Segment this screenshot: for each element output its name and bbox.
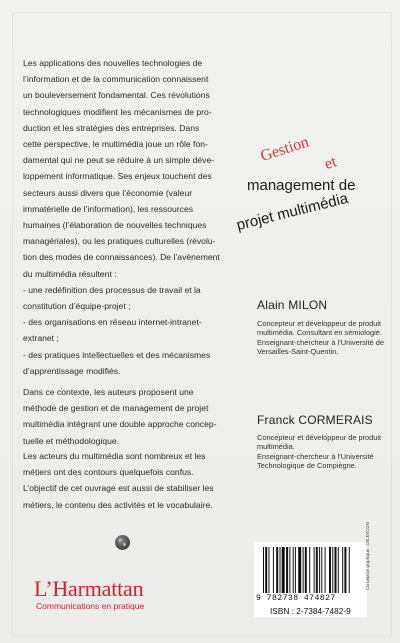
barcode-bar xyxy=(293,547,294,593)
barcode-bar xyxy=(321,547,322,593)
barcode-bar xyxy=(298,547,301,593)
barcode-bar xyxy=(329,547,331,593)
barcode xyxy=(254,542,367,617)
blurb-paragraph-1: Les applications des nouvelles technologies de l’information et de la communication connaissent un bouleversement fondamental. Ces révolutions technologiques modifient les mécanismes de pro- duction et les stratégies des entreprises. Dans cette perspective, le multimédia joue un rôle fon- damental qui ne peut se réduire à un simple déve- loppement informatique. Ses enjeux touchent des secteurs aussi divers que l’économie (valeur immatérielle de l’information), les ressources humaines (l’élaboration de nouvelles techniques managériales), ou les pratiques culturelles (révolu- tion des modes de connaissances). De l’avènement du multimédia résultent : - une redéfinition des processus de travail et la constitution d’équipe-projet ; - des organisations en réseau internet-intranet- extranet ; - des pratiques intellectuelles et des mécanismes d’apprentissage modifiés. xyxy=(23,58,220,376)
author-bio-2: Concepteur et développeur de produit multimédia. Enseignant-chercheur à l’Université Technologique de Compiègne. xyxy=(257,433,382,471)
globe-icon xyxy=(115,535,130,550)
barcode-digits: 9 782738 474827 xyxy=(256,594,336,603)
barcode-bar xyxy=(269,547,270,593)
barcode-bar xyxy=(263,547,264,593)
barcode-bar xyxy=(265,547,267,593)
barcode-bar xyxy=(344,547,346,593)
barcode-bar xyxy=(316,547,318,593)
barcode-bar xyxy=(282,547,285,593)
barcode-bar xyxy=(295,547,296,593)
barcode-bar xyxy=(342,547,343,593)
barcode-bar xyxy=(303,547,304,593)
design-credit: Conception graphique : CELEXCOM xyxy=(365,522,370,590)
author-name-1: Alain MILON xyxy=(257,298,328,312)
blurb-paragraph-2: Dans ce contexte, les auteurs proposent une méthode de gestion et de management de projet multimédia intégrant une double approche concep- tuelle et méthodologique. xyxy=(23,387,217,446)
publisher-logo: L’Harmattan xyxy=(34,576,144,601)
blurb-paragraph-3: Les acteurs du multimédia sont nombreux et les métiers ont des contours quelquefois confus. L’objectif de cet ouvrage est aussi de stabiliser les métiers, le contenu des activités et le vocabulaire. xyxy=(23,451,214,510)
barcode-bar xyxy=(286,547,288,593)
barcode-bar xyxy=(276,547,278,593)
barcode-bar xyxy=(338,547,339,593)
title-gestion: Gestion xyxy=(258,133,312,166)
barcode-bar xyxy=(289,547,290,593)
author-name-2: Franck CORMERAIS xyxy=(257,413,373,427)
publisher-tagline: Communications en pratique xyxy=(36,601,145,611)
barcode-bar xyxy=(332,547,333,593)
barcode-bar xyxy=(335,547,337,593)
author-bio-1: Concepteur et développeur de produit multimédia. Consultant en sémiologie. Enseignant-chercheur à l’Université de Versailles-Saint-Quentin. xyxy=(257,319,384,357)
barcode-bar xyxy=(305,547,307,593)
isbn-text: ISBN : 2-7384-7482-9 xyxy=(270,606,351,616)
barcode-bar xyxy=(273,547,274,593)
barcode-bar xyxy=(349,547,350,593)
barcode-bar xyxy=(319,547,320,593)
barcode-bar xyxy=(280,547,281,593)
barcode-bar xyxy=(314,547,315,593)
barcode-bars xyxy=(263,547,359,593)
title-management: management de xyxy=(247,177,356,194)
title-et: et xyxy=(322,153,339,174)
barcode-bar xyxy=(325,547,326,593)
title-projet: projet multimédia xyxy=(234,189,350,234)
barcode-bar xyxy=(309,547,310,593)
